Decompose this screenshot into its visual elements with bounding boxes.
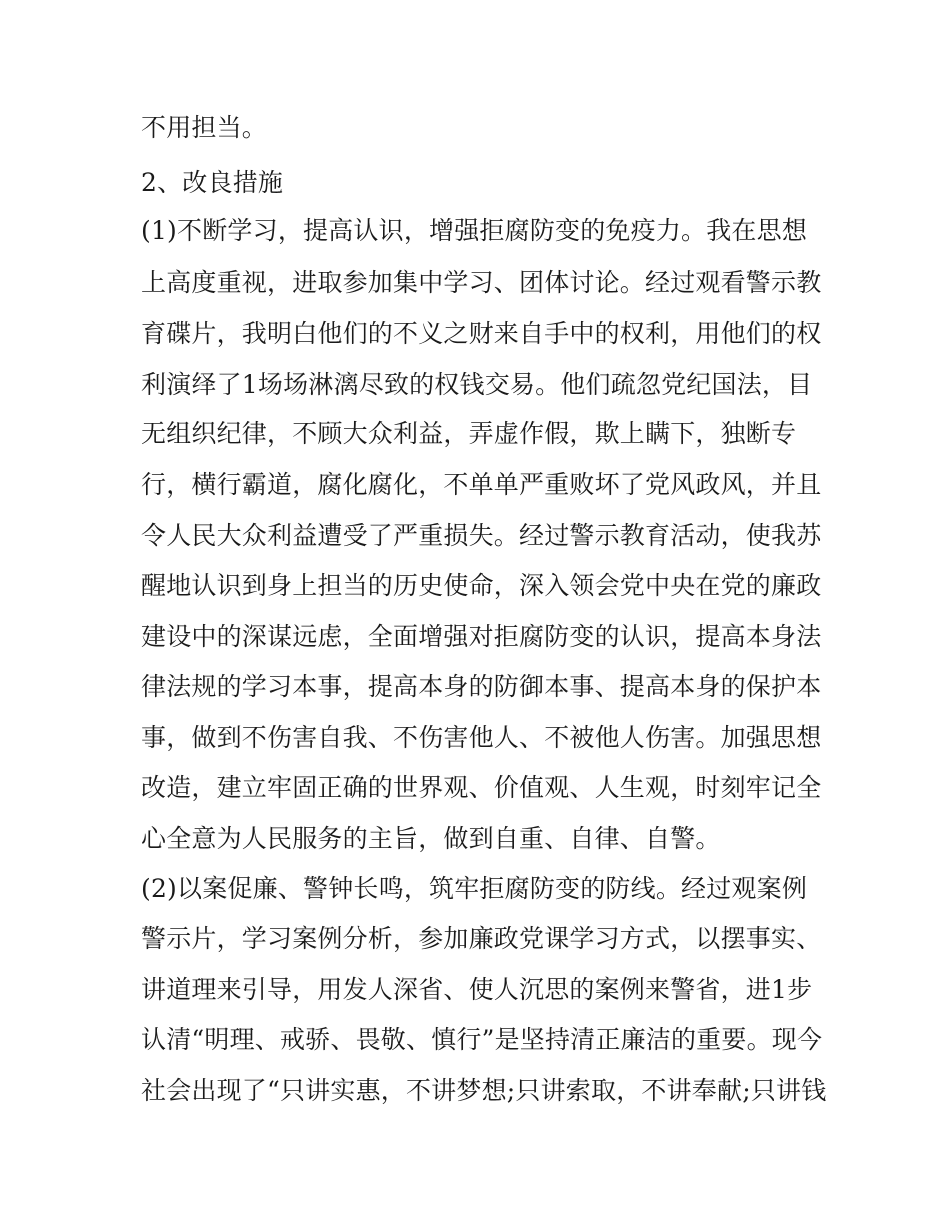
text-line-8: 行，横行霸道，腐化腐化，不单单严重败坏了党风政风，并且 [141, 470, 822, 499]
text-line-17: 警示片，学习案例分析，参加廉政党课学习方式，以摆事实、 [141, 924, 822, 953]
text-line-18: 讲道理来引导，用发人深省、使人沉思的案例来警省，进1步 [141, 975, 813, 1004]
text-line-10: 醒地认识到身上担当的历史使命，深入领会党中央在党的廉政 [141, 571, 822, 600]
text-line-13: 事，做到不伤害自我、不伤害他人、不被他人伤害。加强思想 [141, 723, 822, 752]
text-line-19: 认清“明理、戒骄、畏敬、慎行”是坚持清正廉洁的重要。现今 [141, 1025, 823, 1054]
text-line-7: 无组织纪律，不顾大众利益，弄虚作假，欺上瞒下，独断专 [141, 419, 797, 448]
text-line-5: 育碟片，我明白他们的不义之财来自手中的权利，用他们的权 [141, 319, 822, 348]
text-line-1: 不用担当。 [141, 113, 268, 142]
text-line-3: (1)不断学习，提高认识，增强拒腐防变的免疫力。我在思想 [141, 216, 808, 245]
text-line-12: 律法规的学习本事，提高本身的防御本事、提高本身的保护本 [141, 672, 822, 701]
section-heading: 2、改良措施 [141, 168, 284, 197]
text-line-9: 令人民大众利益遭受了严重损失。经过警示教育活动，使我苏 [141, 521, 822, 550]
text-line-4: 上高度重视，进取参加集中学习、团体讨论。经过观看警示教 [141, 268, 822, 297]
text-line-11: 建设中的深谋远虑，全面增强对拒腐防变的认识，提高本身法 [141, 622, 822, 651]
text-line-6: 利演绎了1场场淋漓尽致的权钱交易。他们疏忽党纪国法，目 [141, 370, 813, 399]
text-line-20: 社会出现了“只讲实惠，不讲梦想;只讲索取，不讲奉献;只讲钱 [141, 1076, 827, 1105]
text-line-15: 心全意为人民服务的主旨，做到自重、自律、自警。 [141, 824, 721, 853]
text-line-14: 改造，建立牢固正确的世界观、价值观、人生观，时刻牢记全 [141, 773, 822, 802]
text-line-16: (2)以案促廉、警钟长鸣，筑牢拒腐防变的防线。经过观案例 [141, 874, 808, 903]
